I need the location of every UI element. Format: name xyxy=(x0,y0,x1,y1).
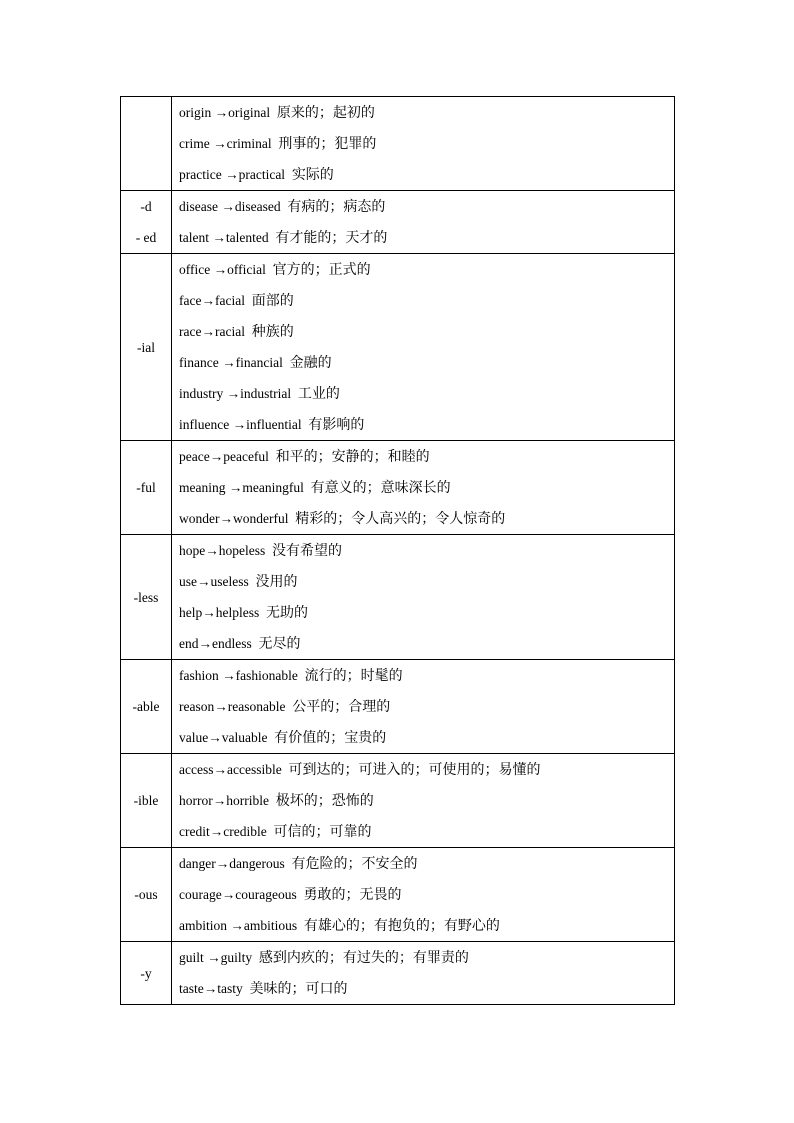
suffix-cell xyxy=(121,97,172,191)
example-entry xyxy=(172,942,674,973)
example-entry xyxy=(172,159,674,190)
word-meaning: 没用的 xyxy=(255,574,298,590)
example-entry xyxy=(172,660,674,691)
example-entry xyxy=(172,503,674,534)
example-entry xyxy=(172,409,674,440)
suffix-cell xyxy=(121,441,172,535)
table-row xyxy=(121,848,675,942)
example-entry xyxy=(172,441,674,472)
suffix-label: -y xyxy=(140,965,152,981)
word-meaning: 种族的 xyxy=(251,324,294,340)
example-entry xyxy=(172,472,674,503)
word-meaning: 有危险的；不安全的 xyxy=(291,856,418,872)
word-meaning: 有影响的 xyxy=(308,417,365,433)
suffix-label: - ed xyxy=(135,230,157,245)
word-meaning: 刑事的；犯罪的 xyxy=(278,136,377,152)
example-entry xyxy=(172,378,674,409)
examples-cell xyxy=(172,660,675,754)
examples-cell xyxy=(172,848,675,942)
table-body xyxy=(121,97,675,1005)
suffix-label: -ible xyxy=(133,793,159,808)
word-derivation: race→racial xyxy=(179,324,245,339)
word-meaning: 和平的；安静的；和睦的 xyxy=(275,449,430,465)
examples-cell xyxy=(172,942,675,1005)
example-entry xyxy=(172,785,674,816)
example-entry xyxy=(172,128,674,159)
table-row xyxy=(121,754,675,848)
word-derivation: disease →diseased xyxy=(179,199,281,214)
word-meaning: 有价值的；宝贵的 xyxy=(274,730,387,746)
example-entry xyxy=(172,848,674,879)
word-derivation: influence →influential xyxy=(179,417,302,432)
word-derivation: fashion →fashionable xyxy=(179,668,298,683)
word-derivation: value→valuable xyxy=(179,730,268,745)
example-entry xyxy=(172,191,674,222)
word-meaning: 有才能的；天才的 xyxy=(275,230,388,246)
table-row xyxy=(121,254,675,441)
word-derivation: crime →criminal xyxy=(179,136,272,151)
example-entry xyxy=(172,816,674,847)
suffix-label: -ial xyxy=(137,339,155,355)
word-derivation: hope→hopeless xyxy=(179,543,266,558)
example-entry xyxy=(172,722,674,753)
word-derivation: guilt →guilty xyxy=(179,950,253,965)
word-derivation: finance →financial xyxy=(179,355,283,370)
word-meaning: 工业的 xyxy=(297,386,340,402)
word-derivation: horror→horrible xyxy=(179,793,269,808)
word-derivation: courage→courageous xyxy=(179,887,297,902)
word-derivation: end→endless xyxy=(179,636,252,651)
example-entry xyxy=(172,347,674,378)
suffix-label: -d xyxy=(140,199,152,214)
example-entry xyxy=(172,597,674,628)
table-row xyxy=(121,942,675,1005)
table-row xyxy=(121,660,675,754)
word-derivation: credit→credible xyxy=(179,824,267,839)
word-derivation: use→useless xyxy=(179,574,249,589)
word-meaning: 没有希望的 xyxy=(271,543,342,559)
word-derivation: industry →industrial xyxy=(179,386,292,401)
word-derivation: talent →talented xyxy=(179,230,269,245)
suffix-label: -less xyxy=(133,589,159,605)
word-meaning: 有意义的；意味深长的 xyxy=(310,480,451,496)
examples-cell xyxy=(172,754,675,848)
word-meaning: 实际的 xyxy=(291,167,334,183)
example-entry xyxy=(172,97,674,128)
word-meaning: 流行的；时髦的 xyxy=(304,668,403,684)
examples-cell xyxy=(172,254,675,441)
example-entry xyxy=(172,910,674,941)
word-derivation: taste→tasty xyxy=(179,981,243,996)
example-entry xyxy=(172,879,674,910)
suffix-cell xyxy=(121,535,172,660)
example-entry xyxy=(172,691,674,722)
word-derivation: danger→dangerous xyxy=(179,856,285,871)
suffix-cell xyxy=(121,848,172,942)
examples-cell xyxy=(172,535,675,660)
example-entry xyxy=(172,285,674,316)
word-meaning: 可到达的；可进入的；可使用的；易懂的 xyxy=(288,762,541,778)
word-derivation: face→facial xyxy=(179,293,245,308)
word-meaning: 无尽的 xyxy=(258,636,301,652)
word-meaning: 金融的 xyxy=(289,355,332,371)
suffix-cell xyxy=(121,191,172,254)
word-meaning: 无助的 xyxy=(266,605,308,621)
word-meaning: 有雄心的；有抱负的；有野心的 xyxy=(303,918,500,934)
suffix-label: -ful xyxy=(136,480,156,495)
word-derivation: practice →practical xyxy=(179,167,286,182)
suffix-cell xyxy=(121,254,172,441)
word-meaning: 感到内疚的；有过失的；有罪责的 xyxy=(258,950,469,966)
examples-cell xyxy=(172,97,675,191)
suffix-cell xyxy=(121,660,172,754)
word-derivation: help→helpless xyxy=(179,605,260,620)
word-meaning: 公平的；合理的 xyxy=(292,699,391,715)
example-entry xyxy=(172,535,674,566)
suffix-cell xyxy=(121,754,172,848)
word-meaning: 官方的；正式的 xyxy=(272,262,371,278)
suffix-label: -ous xyxy=(134,887,158,902)
example-entry xyxy=(172,628,674,659)
examples-cell xyxy=(172,191,675,254)
word-meaning: 面部的 xyxy=(251,293,294,309)
table-row xyxy=(121,191,675,254)
suffix-cell xyxy=(121,942,172,1005)
example-entry xyxy=(172,973,674,1004)
word-derivation: ambition →ambitious xyxy=(179,918,298,933)
example-entry xyxy=(172,222,674,253)
example-entry xyxy=(172,566,674,597)
example-entry xyxy=(172,754,674,785)
suffix-label: -able xyxy=(132,699,160,714)
word-meaning: 勇敢的；无畏的 xyxy=(303,887,402,903)
example-entry xyxy=(172,254,674,285)
word-meaning: 极坏的；恐怖的 xyxy=(275,793,374,809)
example-entry xyxy=(172,316,674,347)
word-meaning: 有病的；病态的 xyxy=(287,199,386,215)
table-row xyxy=(121,97,675,191)
word-derivation: wonder→wonderful xyxy=(179,511,289,526)
word-meaning: 原来的；起初的 xyxy=(276,105,375,121)
word-derivation: origin →original xyxy=(179,105,271,120)
word-derivation: reason→reasonable xyxy=(179,699,286,714)
word-derivation: meaning →meaningful xyxy=(179,480,304,495)
word-derivation: peace→peaceful xyxy=(179,449,269,464)
table-row xyxy=(121,535,675,660)
word-meaning: 美味的；可口的 xyxy=(249,981,348,997)
examples-cell xyxy=(172,441,675,535)
word-derivation: access→accessible xyxy=(179,762,282,777)
word-meaning: 可信的；可靠的 xyxy=(273,824,372,840)
suffix-vocabulary-table xyxy=(120,96,675,1005)
table-row xyxy=(121,441,675,535)
word-meaning: 精彩的；令人高兴的；令人惊奇的 xyxy=(295,511,506,527)
word-derivation: office →official xyxy=(179,262,266,277)
